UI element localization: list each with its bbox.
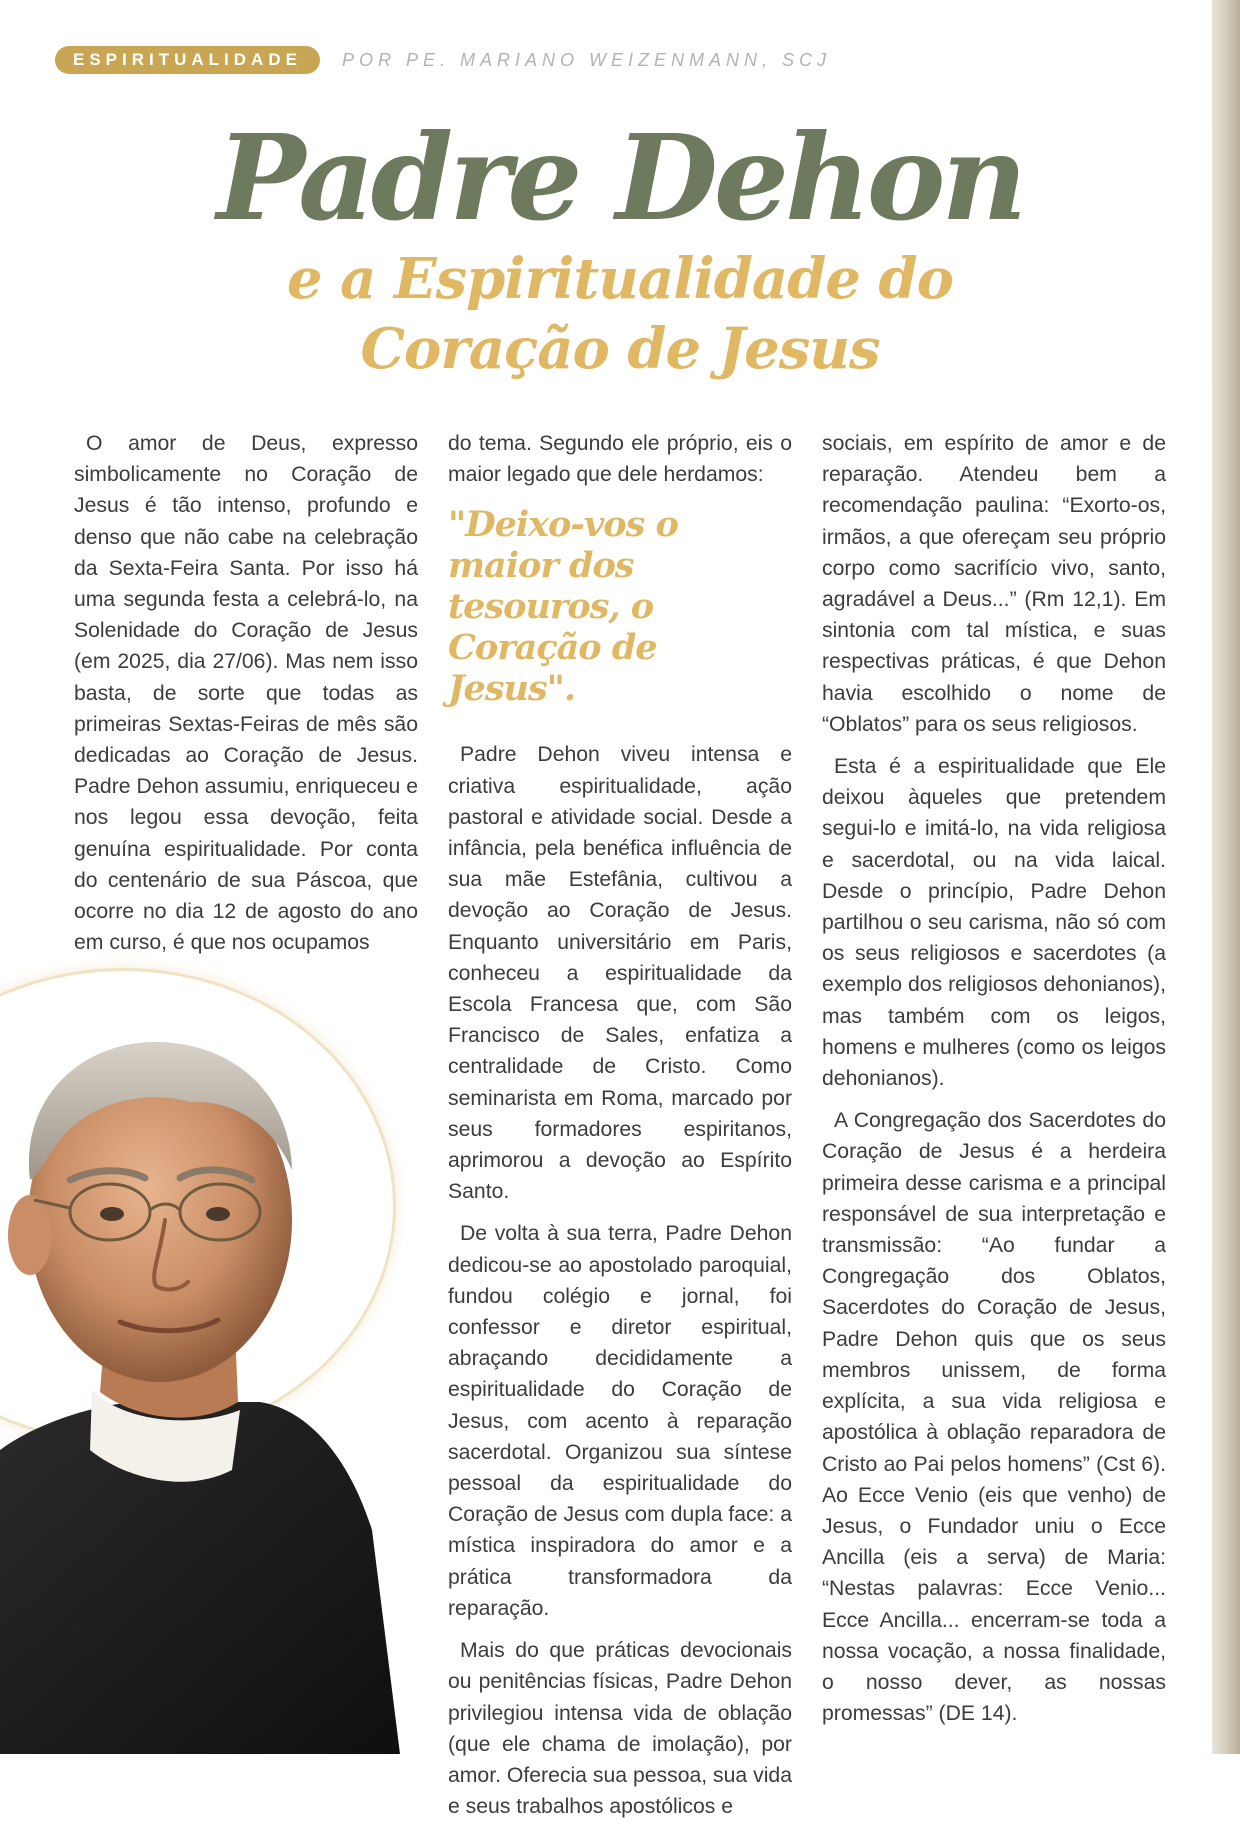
section-tag: ESPIRITUALIDADE [55, 46, 320, 74]
article-title: Padre Dehon [216, 108, 1024, 247]
paragraph-continued: sociais, em espírito de amor e de reparação. Atendeu bem a recomendação paulina: “Exorto-os, irmãos, a que ofereçam seu próprio corpo como sacrifício vivo, santo, agradável a Deus...” (Rm 12,1). Em sintonia com tal mística, e suas respectivas práticas, é que Dehon havia escolhido o nome de “Oblatos” para os seus religiosos. [822, 432, 1166, 736]
text-column-1 [74, 428, 418, 969]
paragraph: A Congregação dos Sacerdotes do Coração de Jesus é a herdeira primeira desse carisma e a principal responsável de sua interpretação e transmissão: “Ao fundar a Congregação dos Oblatos, Sacerdotes do Coração de Jesus, Padre Dehon quis que os seus membros unissem, de forma explícita, a sua vida religiosa e apostólica à oblação reparadora de Cristo ao Pai pelos homens” (Cst 6). Ao Ecce Venio (eis que venho) de Jesus, o Fundador uniu o Ecce Ancilla (eis a serva) de Maria: “Nestas palavras: Ecce Venio... Ecce Ancilla... encerram-se toda a nossa vocação, a nossa finalidade, o nosso dever, as nossas promessas” (DE 14). [822, 1109, 1166, 1726]
article-header [55, 46, 831, 74]
article-subtitle [0, 244, 1240, 384]
paragraph: Padre Dehon viveu intensa e criativa espiritualidade, ação pastoral e atividade social. Desde a infância, pela benéfica influência de sua mãe Estefânia, cultivou a devoção ao Coração de Jesus. Enquanto universitário em Paris, conheceu a espiritualidade da Escola Francesa que, com São Francisco de Sales, enfatiza a centralidade de Cristo. Como seminarista em Roma, marcado por seus formadores espiritanos, aprimorou a devoção ao Espírito Santo. [448, 743, 792, 1204]
text-column-3 [822, 428, 1166, 1740]
portrait-illustration [0, 1030, 420, 1754]
paragraph: Mais do que práticas devocionais ou penitências físicas, Padre Dehon privilegiou intensa vida de oblação (que ele chama de imolação), por amor. Oferecia sua pessoa, sua vida e seus trabalhos apostólicos e [448, 1639, 792, 1819]
text-column-2 [448, 428, 792, 1833]
paragraph: O amor de Deus, expresso simbolicamente no Coração de Jesus é tão intenso, profundo e denso que não cabe na celebração da Sexta-Feira Santa. Por isso há uma segunda festa a celebrá-lo, na Solenidade do Coração de Jesus (em 2025, dia 27/06). Mas nem isso basta, de sorte que todas as primeiras Sextas-Feiras de mês são dedicadas ao Coração de Jesus. Padre Dehon assumiu, enriqueceu e nos legou essa devoção, feita genuína espiritualidade. Por conta do centenário de sua Páscoa, que ocorre no dia 12 de agosto do ano em curso, é que nos ocupamos [74, 432, 418, 955]
paragraph-continued: do tema. Segundo ele próprio, eis o maior legado que dele herdamos: [448, 432, 792, 487]
author-byline: POR PE. MARIANO WEIZENMANN, SCJ [341, 49, 831, 70]
subtitle-line-2: Coração de Jesus [360, 316, 880, 382]
paragraph: Esta é a espiritualidade que Ele deixou àqueles que pretendem segui-lo e imitá-lo, na vida religiosa e sacerdotal, ou na vida laical. Desde o princípio, Padre Dehon partilhou o seu carisma, não só com os seus religiosos e sacerdotes (a exemplo dos religiosos dehonianos), mas também com os leigos, homens e mulheres (como os leigos dehonianos). [822, 755, 1166, 1091]
pull-quote: "Deixo-vos o maior dos tesouros, o Coração de Jesus". [448, 504, 678, 710]
paragraph: De volta à sua terra, Padre Dehon dedicou-se ao apostolado paroquial, fundou colégio e jornal, foi confessor e diretor espiritual, abraçando decididamente a espiritualidade do Coração de Jesus, com acento à reparação sacerdotal. Organizou sua síntese pessoal da espiritualidade do Coração de Jesus com dupla face: a mística inspiradora do amor e a prática transformadora da reparação. [448, 1222, 792, 1620]
subtitle-line-1: e a Espiritualidade do [287, 246, 953, 312]
